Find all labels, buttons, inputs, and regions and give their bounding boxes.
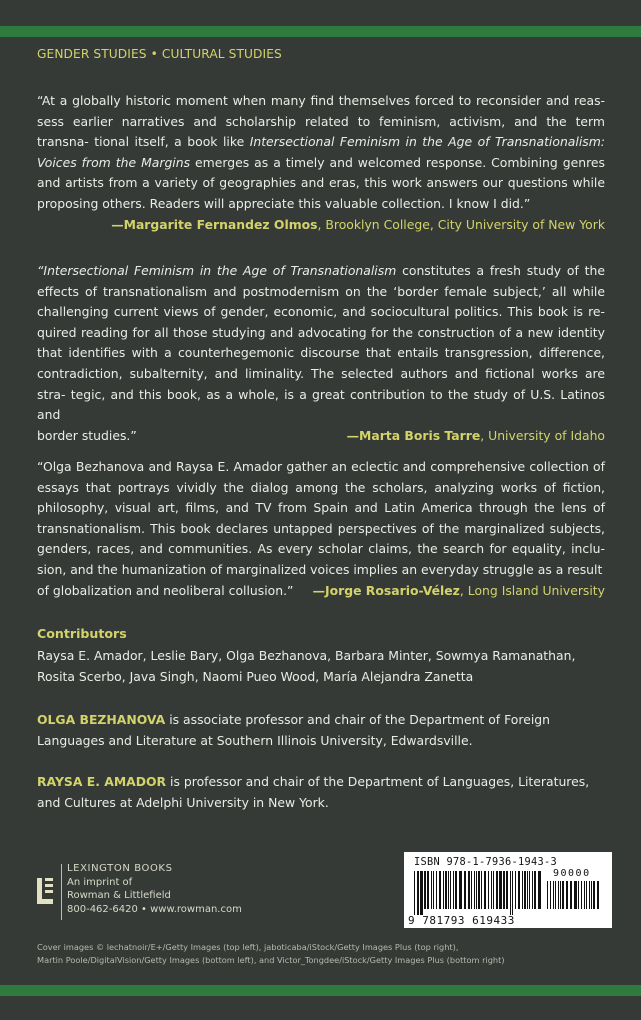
- isbn-barcode: [404, 852, 612, 928]
- quote-text: constitutes a fresh study of the: [396, 263, 605, 278]
- barcode-bar: [538, 871, 541, 909]
- reviewer-affiliation: , University of Idaho: [480, 427, 605, 443]
- publisher-block: [35, 862, 305, 922]
- barcode-bar: [414, 871, 415, 915]
- credit-line: Cover images © lechatnoir/E+/Getty Images (top left), jaboticaba/iStock/Getty Images Plus (top right),: [37, 942, 459, 952]
- barcode-bar: [510, 871, 511, 915]
- barcode-bar: [443, 871, 444, 909]
- barcode-bar: [476, 871, 477, 909]
- barcode-bar: [560, 881, 561, 909]
- barcode-bar: [503, 871, 505, 909]
- addon-barcode-bars: [547, 881, 603, 915]
- bottom-green-band: [0, 985, 641, 996]
- barcode-bar: [529, 871, 530, 909]
- barcode-bar: [491, 871, 492, 909]
- barcode-bar: [424, 871, 426, 909]
- quote-text: that identifies with a counterhegemonic discourse that entails transgression, difference,: [37, 345, 605, 361]
- quote-text: of globalization and neoliberal collusion.”: [37, 582, 294, 598]
- quote-text: “At a globally historic moment when many find themselves forced to reconsider and reas-: [37, 93, 605, 108]
- author-bio-text: is associate professor and chair of the Department of Foreign Languages and Literature at Southern Illinois University, Edwardsville.: [37, 712, 550, 748]
- barcode-bar: [464, 871, 466, 909]
- barcode-bar: [427, 871, 429, 909]
- barcode-bar: [436, 871, 437, 909]
- quote-text: emerges as a timely and welcomed response. Combining genres and artists: [37, 154, 605, 191]
- author-name: OLGA BEZHANOVA: [37, 712, 166, 727]
- credit-line: Martin Poole/DigitalVision/Getty Images (bottom left), and Victor_Tongdee/iStock/Getty Images Plus (bottom right): [37, 954, 505, 965]
- review-quote-1: [37, 91, 605, 235]
- barcode-bar: [522, 871, 523, 909]
- barcode-bar: [515, 871, 516, 909]
- quote-text: “Olga Bezhanova and Raysa E. Amador gather an eclectic and comprehensive collection: [37, 459, 589, 474]
- quote-attribution: [347, 426, 605, 447]
- barcode-bar: [593, 881, 595, 909]
- barcode-bar: [448, 871, 449, 909]
- author-name: RAYSA E. AMADOR: [37, 774, 167, 789]
- quote-attribution: [37, 215, 605, 236]
- quote-text: others. Readers will appreciate this valuable collection. I know I did.”: [102, 195, 531, 211]
- quote-text: sion, and the humanization of marginalized voices implies an everyday struggle as a result: [37, 561, 603, 577]
- barcode-bar: [524, 871, 526, 909]
- barcode-bar: [455, 871, 457, 909]
- reviewer-name: —Jorge Rosario-Vélez: [312, 582, 460, 598]
- contributors-list: [37, 646, 605, 687]
- barcode-bar: [474, 871, 475, 909]
- barcode-bar: [562, 881, 564, 909]
- reviewer-affiliation: , Long Island University: [459, 582, 605, 598]
- lexington-logo-icon: [35, 876, 55, 908]
- quote-last-line: [37, 581, 605, 602]
- barcode-bar: [496, 871, 498, 909]
- barcode-bar: [488, 871, 489, 909]
- contributors-heading: Contributors: [37, 626, 127, 641]
- ean-digits: 9 781793 619433: [408, 914, 515, 927]
- barcode-bar: [553, 881, 554, 909]
- reviewer-affiliation: , Brooklyn College, City University of New York: [317, 216, 605, 232]
- imprint-line: Rowman & Littlefield: [67, 890, 171, 902]
- barcode-bar: [555, 881, 556, 909]
- barcode-bar: [558, 881, 559, 909]
- barcode-bar: [417, 871, 419, 915]
- barcode-bar: [570, 881, 572, 909]
- barcode-bar: [506, 871, 508, 909]
- review-quote-3: [37, 457, 605, 601]
- barcode-bar: [484, 871, 486, 909]
- author-bio-text: is professor and chair of the Department of Languages, Literatures, and Cultures at Adelphi University in New York.: [37, 774, 590, 810]
- barcode-bar: [431, 871, 432, 909]
- barcode-bar: [547, 881, 548, 909]
- quote-text: tional itself, a book like: [94, 134, 250, 150]
- cover-image-credits: [37, 941, 605, 966]
- category-label: GENDER STUDIES • CULTURAL STUDIES: [37, 47, 282, 61]
- barcode-bar: [527, 871, 528, 909]
- publisher-divider: [61, 864, 62, 920]
- quote-text: sess earlier narratives and scholarship related to feminism, activism, and the term transna-: [37, 113, 605, 150]
- quote-text: philosophy, visual art, films, and TV from Spain and Latin America through the lens of: [37, 500, 605, 516]
- quote-text: contradiction, subalternity, and liminality. The selected authors and fictional works are stra-: [37, 365, 605, 402]
- imprint-line: An imprint of: [67, 876, 133, 888]
- barcode-bar: [512, 871, 513, 915]
- barcode-bar: [586, 881, 587, 909]
- quote-text: effects of transnationalism and postmodernism on the ‘border female subject,’ all while: [37, 283, 605, 299]
- publisher-contact: 800-462-6420 • www.rowman.com: [67, 903, 242, 915]
- barcode-bar: [453, 871, 454, 909]
- reviewer-name: —Margarite Fernandez Olmos: [111, 216, 318, 232]
- barcode-bar: [584, 881, 585, 909]
- quote-text: transnationalism. This book declares untapped perspectives of the marginalized subjects,: [37, 520, 605, 536]
- barcode-bar: [597, 881, 599, 909]
- quote-text: of essays that portrays vividly the dialog among the scholars, analyzing works of fiction,: [37, 459, 605, 495]
- quote-text: tegic, and this book, as a whole, is a great contribution to the study of U.S. Latinos and: [37, 386, 605, 423]
- book-title: the Margins: [115, 154, 191, 170]
- isbn-text: ISBN 978-1-7936-1943-3: [414, 856, 557, 868]
- barcode-bar: [493, 871, 494, 909]
- barcode-bar: [459, 871, 462, 909]
- barcode-bar: [433, 871, 434, 909]
- book-title: Intersectional Feminism in the Age of Transnationalism: Voices from: [37, 134, 605, 170]
- author-bio-1: [37, 710, 605, 751]
- barcode-bar: [574, 881, 577, 909]
- publisher-text: [67, 862, 242, 916]
- barcode-bar: [420, 871, 423, 915]
- quote-text: genders, races, and communities. As every scholar claims, the search for equality, inclu-: [37, 541, 605, 557]
- book-title: “Intersectional Feminism in the Age of Transnationalism: [37, 263, 397, 278]
- quote-text: challenging current views of gender, economic, and sociocultural politics. This book is re-: [37, 304, 605, 320]
- barcode-bar: [591, 881, 592, 909]
- barcode-bar: [532, 871, 533, 909]
- contributors-line: Rosita Scerbo, Java Singh, Naomi Pueo Wood, María Alejandra Zanetta: [37, 668, 474, 684]
- barcode-bar: [481, 871, 482, 909]
- barcode-bar: [550, 881, 551, 909]
- barcode-bar: [566, 881, 568, 909]
- review-quote-2: [37, 261, 605, 446]
- quote-text: from a variety of geographies and eras, this work answers our questions while proposing: [37, 175, 605, 211]
- barcode-bar: [471, 871, 472, 909]
- publisher-name: LEXINGTON BOOKS: [67, 863, 173, 874]
- barcode-bar: [499, 871, 502, 909]
- top-green-band: [0, 26, 641, 37]
- barcode-bar: [445, 871, 447, 909]
- ean-barcode-bars: [414, 871, 542, 915]
- quote-text: border studies.”: [37, 427, 137, 443]
- barcode-bar: [439, 871, 441, 909]
- barcode-bar: [534, 871, 536, 909]
- author-bio-2: [37, 772, 605, 813]
- barcode-bar: [478, 871, 480, 909]
- barcode-bar: [578, 881, 579, 909]
- reviewer-name: —Marta Boris Tarre: [346, 427, 481, 443]
- quote-last-line: [37, 426, 605, 447]
- barcode-bar: [468, 871, 470, 909]
- price-addon-digits: 90000: [553, 868, 591, 879]
- barcode-bar: [589, 881, 590, 909]
- contributors-line: Raysa E. Amador, Leslie Bary, Olga Bezhanova, Barbara Minter, Sowmya Ramanathan,: [37, 648, 576, 663]
- barcode-bar: [518, 871, 520, 909]
- quote-text: quired reading for all those studying and advocating for the construction of a new identity: [37, 324, 605, 340]
- quote-attribution: [313, 581, 605, 602]
- barcode-bar: [581, 881, 582, 909]
- barcode-bar: [450, 871, 451, 909]
